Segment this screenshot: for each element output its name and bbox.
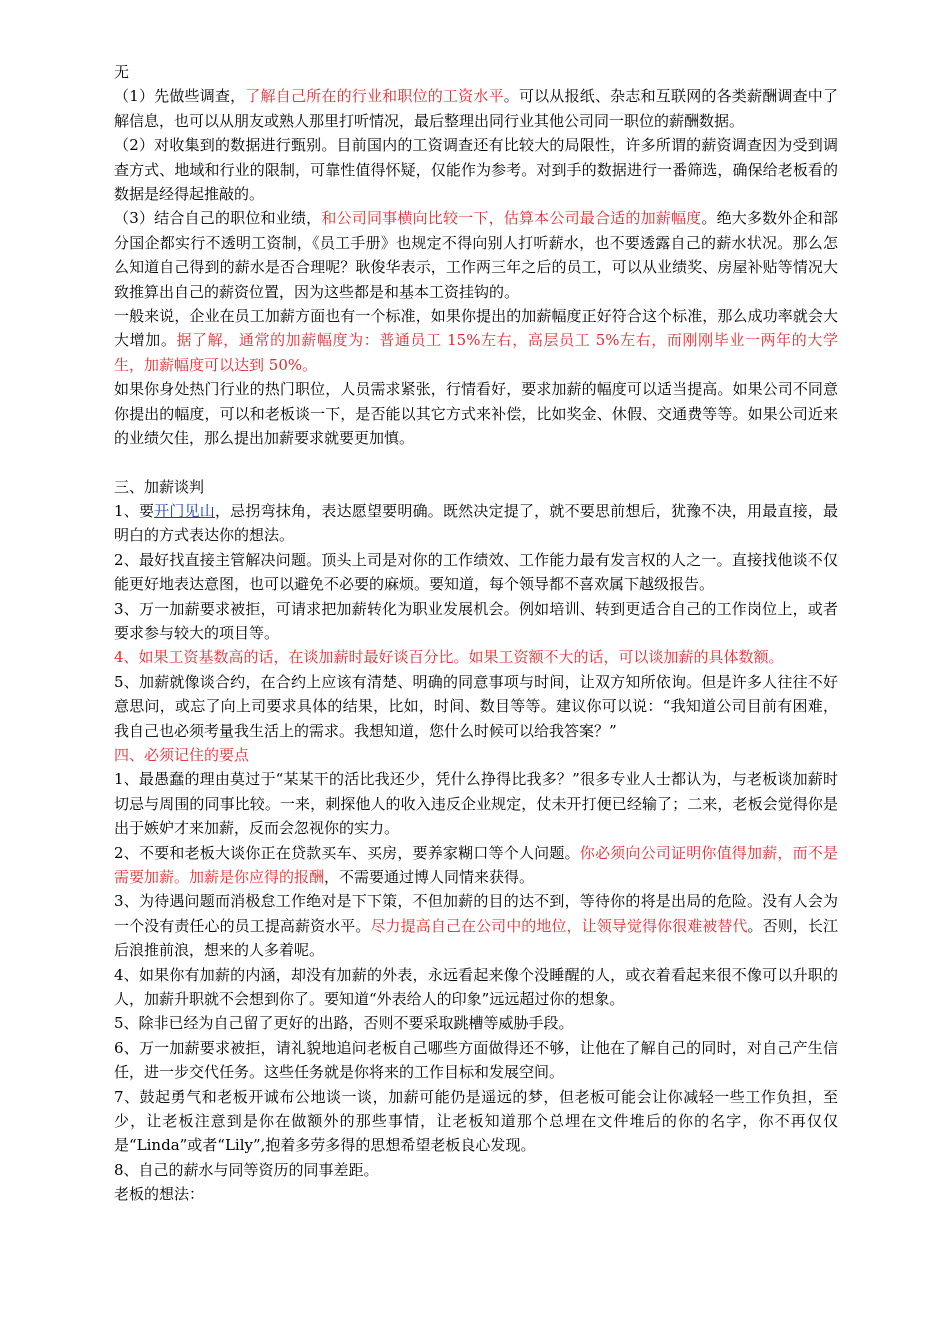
list-item: 6、万一加薪要求被拒，请礼貌地追问老板自己哪些方面做得还不够，让他在了解自己的同时，对自己产生信任，进一步交代任务。这些任务就是你将来的工作目标和发展空间。 bbox=[114, 1038, 838, 1082]
paragraph-filter-data: （2）对收集到的数据进行甄别。目前国内的工资调查还有比较大的局限性，许多所谓的薪资调查因为受到调查方式、地域和行业的限制，可靠性值得怀疑，仅能作为参考。对到手的数据进行一番筛选，确保给老板看的数据是经得起推敲的。 bbox=[114, 136, 838, 204]
list-item: 4、如果你有加薪的内涵，却没有加薪的外表，永远看起来像个没睡醒的人，或衣着看起来很不像可以升职的人，加薪升职就不会想到你了。要知道“外表给人的印象”远远超过你的想象。 bbox=[114, 965, 838, 1009]
list-item: 1、最愚蠢的理由莫过于“某某干的活比我还少，凭什么挣得比我多？”很多专业人士都认为，与老板谈加薪时切忌与周围的同事比较。一来，刺探他人的收入违反企业规定，仗未开打便已经输了；二来，老板会觉得你是出于嫉妒才来加薪，反而会忽视你的实力。 bbox=[114, 770, 838, 838]
paragraph-compare: （3）结合自己的职位和业绩，和公司同事横向比较一下，估算本公司最合适的加薪幅度。绝大多数外企和部分国企都实行不透明工资制，《员工手册》也规定不得向别人打听薪水，也不要透露自己的薪水状况。那么怎么知道自己得到的薪水是否合理呢？耿俊华表示，工作两三年之后的员工，可以从业绩奖、房屋补贴等情况大致推算出自己的薪资位置，因为这些都是和基本工资挂钩的。 bbox=[114, 209, 838, 301]
list-item: 5、除非已经为自己留了更好的出路，否则不要采取跳槽等威胁手段。 bbox=[114, 1014, 574, 1033]
section-heading-key-points: 四、必须记住的要点 bbox=[114, 745, 250, 764]
list-item: 3、万一加薪要求被拒，可请求把加薪转化为职业发展机会。例如培训、转到更适合自己的工作岗位上，或者要求参与较大的项目等。 bbox=[114, 599, 838, 642]
list-item: 2、最好找直接主管解决问题。顶头上司是对你的工作绩效、工作能力最有发言权的人之一。直接找他谈不仅能更好地表达意图，也可以避免不必要的麻烦。要知道，每个领导都不喜欢属下越级报告。 bbox=[114, 550, 838, 594]
highlight-text: 据了解，通常的加薪幅度为：普通员工 15%左右，高层员工 5%左右，而刚刚毕业一两年的大学生，加薪幅度可以达到 50%。 bbox=[114, 331, 838, 374]
list-item: 3、为待遇问题而消极怠工作绝对是下下策，不但加薪的目的达不到，等待你的将是出局的危险。没有人会为一个没有责任心的员工提高薪资水平。尽力提高自己在公司中的地位，让领导觉得你很难被替代。否则，长江后浪推前浪，想来的人多着呢。 bbox=[114, 892, 838, 960]
highlight-text: 和公司同事横向比较一下，估算本公司最合适的加薪幅度 bbox=[321, 209, 702, 228]
highlight-text: 了解自己所在的行业和职位的工资水平 bbox=[245, 87, 504, 106]
list-item: 4、如果工资基数高的话，在谈加薪时最好谈百分比。如果工资额不大的话，可以谈加薪的具体数额。 bbox=[114, 648, 784, 667]
highlight-text: 你必须向公司证明你值得加薪，而不是需要加薪。加薪是你应得的报酬 bbox=[114, 843, 838, 886]
list-item: 2、不要和老板大谈你正在贷款买车、买房，要养家糊口等个人问题。你必须向公司证明你值得加薪，而不是需要加薪。加薪是你应得的报酬，不需要通过博人同情来获得。 bbox=[114, 843, 838, 886]
highlight-text: 尽力提高自己在公司中的地位，让领导觉得你很难被替代 bbox=[370, 916, 748, 935]
paragraph-survey: （1）先做些调查，了解自己所在的行业和职位的工资水平。可以从报纸、杂志和互联网的各类薪酬调查中了解信息，也可以从朋友或熟人那里打听情况，最后整理出同行业其他公司同一职位的薪酬数据。 bbox=[114, 87, 838, 130]
list-item: 7、鼓起勇气和老板开诚布公地谈一谈，加薪可能仍是遥远的梦，但老板可能会让你减轻一些工作负担，至少，让老板注意到是你在做额外的那些事情，让老板知道那个总埋在文件堆后的你的名字，你不再仅仅是“Linda”或者“Lily”,抱着多劳多得的思想希望老板良心发现。 bbox=[114, 1087, 838, 1155]
section-heading-negotiation: 三、加薪谈判 bbox=[114, 477, 205, 496]
blank-line bbox=[114, 451, 838, 475]
heading-fragment: 无 bbox=[114, 63, 130, 81]
paragraph-standard: 一般来说，企业在员工加薪方面也有一个标准，如果你提出的加薪幅度正好符合这个标准，那么成功率就会大大增加。据了解，通常的加薪幅度为：普通员工 15%左右，高层员工 5%左右，而刚刚毕业一两年的大学生，加薪幅度可以达到 50%。 bbox=[114, 307, 838, 374]
list-item: 1、要开门见山，忌拐弯抹角，表达愿望要明确。既然决定提了，就不要思前想后，犹豫不决，用最直接，最明白的方式表达你的想法。 bbox=[114, 501, 838, 545]
list-item: 8、自己的薪水与同等资历的同事差距。 bbox=[114, 1160, 379, 1179]
keyword-link[interactable]: 开门见山 bbox=[154, 501, 215, 520]
paragraph-hot-industry: 如果你身处热门行业的热门职位，人员需求紧张，行情看好，要求加薪的幅度可以适当提高。如果公司不同意你提出的幅度，可以和老板谈一下，是否能以其它方式来补偿，比如奖金、休假、交通费等等。如果公司近来的业绩欠佳，那么提出加薪要求就要更加慎。 bbox=[114, 380, 838, 448]
trailing-label: 老板的想法： bbox=[114, 1185, 205, 1204]
document-body bbox=[114, 60, 838, 1207]
list-item: 5、加薪就像谈合约，在合约上应该有清楚、明确的同意事项与时间，让双方知所依询。但是许多人往往不好意思问，或忘了向上司要求具体的结果，比如，时间、数目等等。建议你可以说：“我知道公司目前有困难，我自己也必须考量我生活上的需求。我想知道，您什么时候可以给我答案？” bbox=[114, 672, 838, 740]
